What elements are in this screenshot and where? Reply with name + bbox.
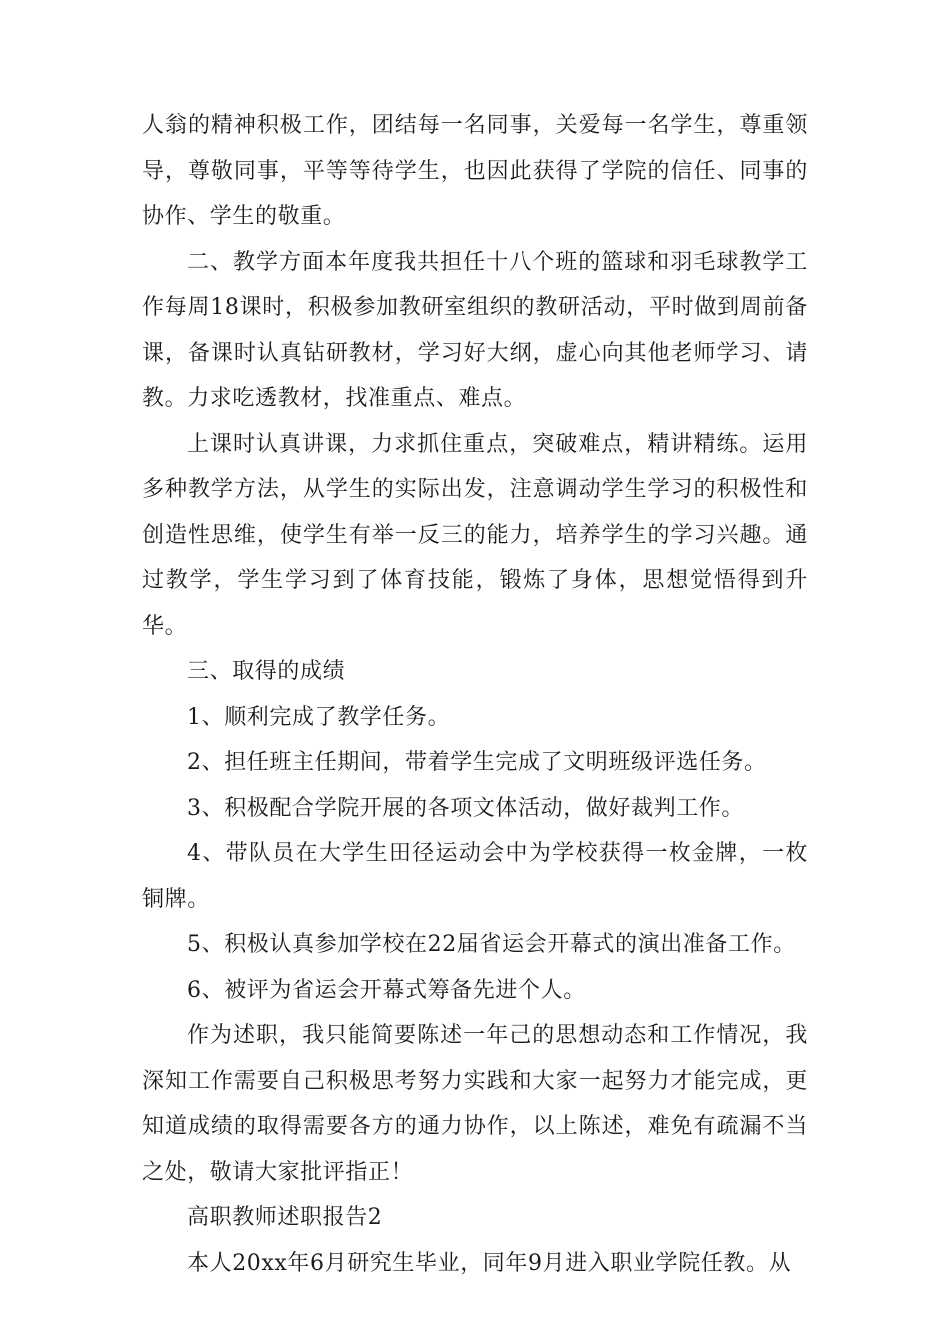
- report-title: 高职教师述职报告2: [187, 1205, 383, 1230]
- section-heading-achievements: 三、取得的成绩: [187, 659, 346, 684]
- paragraph-lectures: 上课时认真讲课，力求抓住重点，突破难点，精讲精练。运用多种教学方法，从学生的实际出发，注意调动学生学习的积极性和创造性思维，使学生有举一反三的能力，培养学生的学习兴趣。通过教学，学生学习到了体育技能，锻炼了身体，思想觉悟得到升华。: [142, 431, 808, 639]
- paragraph-report-intro: 本人20xx年6月研究生毕业，同年9月进入职业学院任教。从: [187, 1250, 792, 1276]
- list-item: 3、积极配合学院开展的各项文体活动，做好裁判工作。: [187, 795, 744, 821]
- document-body: [142, 103, 808, 1286]
- paragraph-teaching: 二、教学方面本年度我共担任十八个班的篮球和羽毛球教学工作每周18课时，积极参加教研室组织的教研活动，平时做到周前备课，备课时认真钻研教材，学习好大纲，虚心向其他老师学习、请教。力求吃透教材，找准重点、难点。: [142, 249, 808, 411]
- paragraph-continuation: 人翁的精神积极工作，团结每一名同事，关爱每一名学生，尊重领导，尊敬同事，平等等待学生，也因此获得了学院的信任、同事的协作、学生的敬重。: [142, 113, 808, 229]
- list-item: 5、积极认真参加学校在22届省运会开幕式的演出准备工作。: [187, 932, 796, 957]
- list-item: 2、担任班主任期间，带着学生完成了文明班级评选任务。: [187, 750, 767, 775]
- list-item: 4、带队员在大学生田径运动会中为学校获得一枚金牌，一枚铜牌。: [142, 841, 808, 912]
- list-item: 1、顺利完成了教学任务。: [187, 704, 451, 730]
- list-item: 6、被评为省运会开幕式筹备先进个人。: [187, 977, 586, 1003]
- paragraph-conclusion: 作为述职，我只能简要陈述一年己的思想动态和工作情况，我深知工作需要自己积极思考努力实践和大家一起努力才能完成，更知道成绩的取得需要各方的通力协作，以上陈述，难免有疏漏不当之处，敬请大家批评指正！: [142, 1023, 808, 1185]
